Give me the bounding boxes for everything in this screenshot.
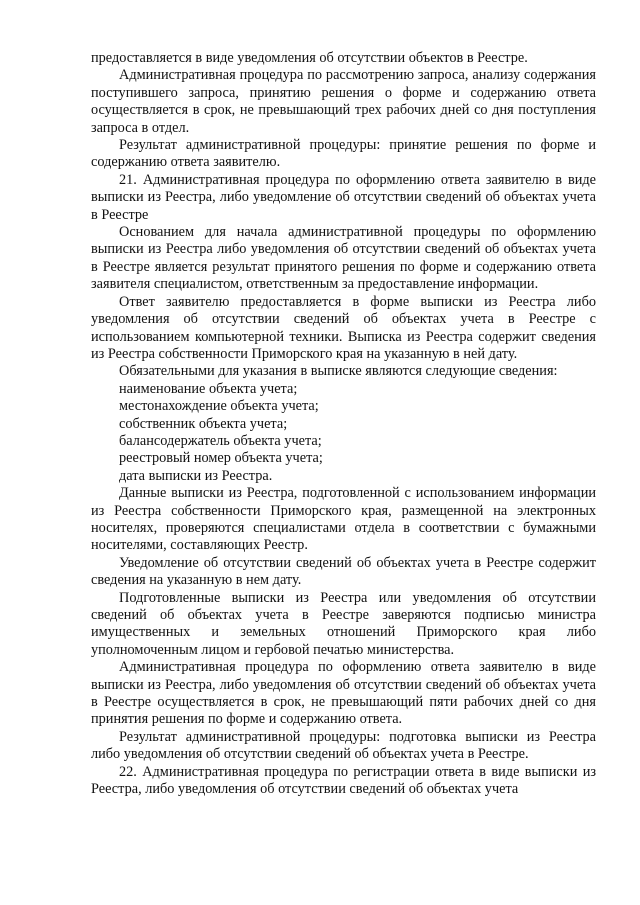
paragraph-data-check: Данные выписки из Реестра, подготовленной с использованием информации из Реестра собственности Приморского края, размещенной на электронных носителях, проверяются специалистами отдела в соответствии с бумажными носителями, составляющих Реестр. (91, 485, 596, 554)
paragraph-result: Результат административной процедуры: подготовка выписки из Реестра либо уведомления об отсутствии сведений об объектах учета в Реестре. (91, 728, 596, 763)
list-item: собственник объекта учета; (119, 415, 288, 432)
paragraph-continuation: предоставляется в виде уведомления об отсутствии объектов в Реестре. (91, 50, 528, 66)
paragraph-review-procedure: Административная процедура по рассмотрению запроса, анализу содержания поступившего запроса, принятию решения о форме и содержанию ответа осуществляется в срок, не превышающий трех рабочих дней со дня поступления запроса в отдел. (91, 67, 596, 136)
paragraph-review-result: Результат административной процедуры: принятие решения по форме и содержанию ответа заявителю. (91, 137, 596, 171)
section-21-heading: 21. Административная процедура по оформлению ответа заявителю в виде выписки из Реестра, либо уведомление об отсутствии сведений об объектах учета в Реестре (91, 171, 596, 223)
document-page (91, 50, 596, 798)
list-item: реестровый номер объекта учета; (119, 450, 323, 467)
paragraph-notice-content: Уведомление об отсутствии сведений об объектах учета в Реестре содержит сведения на указанную в нем дату. (91, 554, 596, 589)
list-item: местонахождение объекта учета; (119, 398, 319, 415)
list-item: дата выписки из Реестра. (119, 467, 273, 484)
paragraph-answer-form: Ответ заявителю предоставляется в форме выписки из Реестра либо уведомления об отсутствии сведений об объектах учета в Реестре с использованием компьютерной техники. Выписка из Реестра содержит сведения из Реестра собственности Приморского края на указанную в ней дату. (91, 293, 596, 362)
list-item: балансодержатель объекта учета; (119, 432, 322, 449)
paragraph-grounds: Основанием для начала административной процедуры по оформлению выписки из Реестра либо уведомления об отсутствии сведений об объектах учета в Реестре является результат принятого решения по форме и содержанию ответа заявителя специалистом, ответственным за предоставление информации. (91, 224, 596, 293)
paragraph-deadline: Административная процедура по оформлению ответа заявителю в виде выписки из Реестра, либо уведомления об отсутствии сведений об объектах учета в Реестре осуществляется в срок, не превышающий пяти рабочих дней со дня принятия решения по форме и содержанию ответа. (91, 659, 596, 728)
paragraph-mandatory-info: Обязательными для указания в выписке являются следующие сведения: (119, 363, 558, 380)
paragraph-signature: Подготовленные выписки из Реестра или уведомления об отсутствии сведений об объектах учета в Реестре заверяются подписью министра имущественных и земельных отношений Приморского края либо уполномоченным лицом и гербовой печатью министерства. (91, 589, 596, 658)
list-item: наименование объекта учета; (119, 380, 298, 397)
section-22-heading: 22. Административная процедура по регистрации ответа в виде выписки из Реестра, либо уведомления об отсутствии сведений об объектах учета (91, 763, 596, 798)
